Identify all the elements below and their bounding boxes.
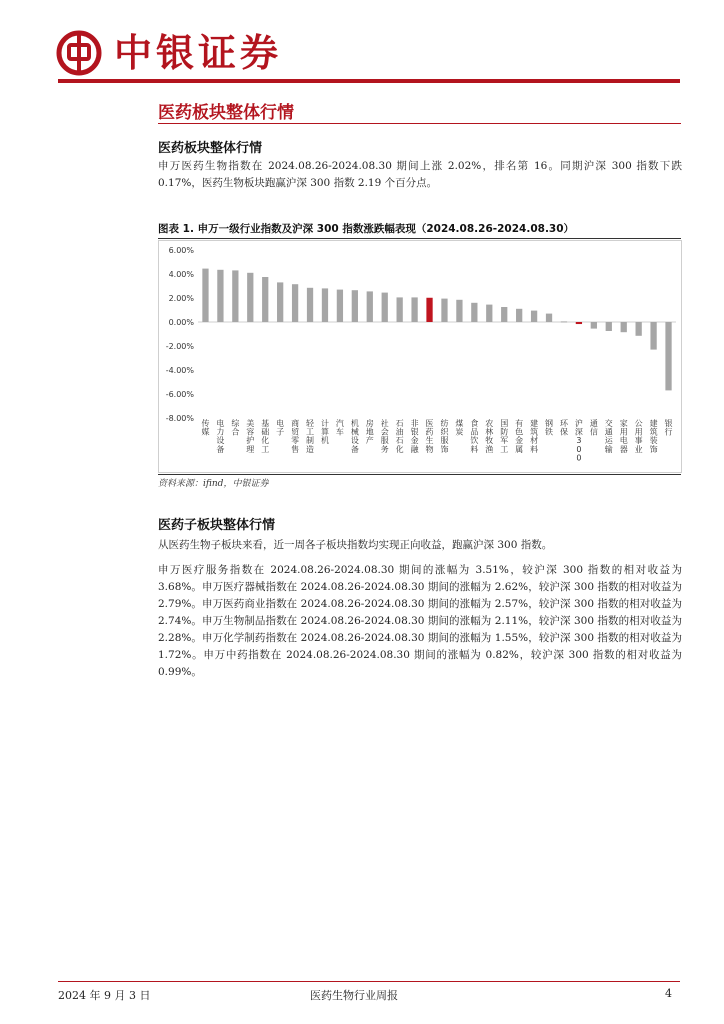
x-tick-label: 有色金属: [515, 419, 524, 454]
bar-社会服务: [382, 293, 388, 322]
x-tick-label: 煤炭: [455, 419, 464, 437]
bar-国防军工: [501, 307, 507, 322]
x-tick-label: 综合: [231, 419, 240, 437]
bar-传媒: [202, 269, 208, 322]
x-tick-label: 交通运输: [604, 419, 613, 454]
y-tick-label: 0.00%: [168, 318, 194, 327]
figure-bottom-rule: [158, 474, 681, 475]
industry-return-bar-chart: [158, 240, 682, 473]
bar-煤炭: [456, 300, 462, 322]
y-tick-label: 2.00%: [168, 294, 194, 303]
x-tick-label: 纺织服饰: [440, 419, 449, 454]
bar-计算机: [322, 288, 328, 322]
x-tick-label: 家用电器: [619, 419, 628, 454]
subsector-heading: 医药子板块整体行情: [158, 518, 276, 533]
bar-农林牧渔: [486, 305, 492, 322]
bar-钢铁: [546, 314, 552, 322]
x-tick-label: 电力设备: [216, 419, 225, 454]
x-tick-label: 美容护理: [246, 419, 255, 454]
x-tick-label: 食品饮料: [470, 419, 479, 454]
bar-汽车: [337, 290, 343, 322]
bar-房地产: [367, 291, 373, 322]
bar-非银金融: [411, 297, 417, 322]
bar-沪深300: [576, 322, 582, 324]
y-tick-label: -6.00%: [165, 390, 194, 399]
bar-石油石化: [397, 297, 403, 322]
bar-综合: [232, 270, 238, 322]
bar-建筑材料: [531, 311, 537, 322]
page-header: [0, 0, 724, 90]
y-tick-label: -2.00%: [165, 342, 194, 351]
footer-report-title: 医药生物行业周报: [310, 989, 398, 1002]
x-tick-label: 汽车: [335, 419, 344, 437]
y-tick-label: -8.00%: [165, 414, 194, 423]
x-tick-label: 机械设备: [350, 419, 359, 454]
x-tick-label: 公用事业: [634, 419, 643, 454]
brand-name: 中银证券: [114, 31, 283, 75]
x-tick-label: 医药生物: [425, 419, 434, 454]
bank-of-china-logo-icon: [56, 30, 102, 76]
x-tick-label: 通信: [589, 419, 598, 437]
x-tick-label: 建筑装饰: [649, 419, 658, 454]
x-tick-label: 电子: [276, 419, 285, 437]
x-tick-label: 银行: [664, 419, 673, 437]
figure-top-rule: [158, 238, 681, 239]
bar-交通运输: [606, 322, 612, 331]
x-tick-label: 传媒: [201, 419, 210, 437]
x-tick-label: 计算机: [320, 419, 329, 446]
bar-通信: [591, 322, 597, 329]
figure-caption: 图表 1. 申万一级行业指数及沪深 300 指数涨跌幅表现（2024.08.26-2024.08.30）: [158, 223, 575, 235]
section-title: 医药板块整体行情: [158, 103, 294, 123]
bar-商贸零售: [292, 284, 298, 322]
x-tick-label: 钢铁: [545, 419, 554, 437]
x-tick-label: 国防军工: [500, 419, 509, 454]
bar-家用电器: [621, 322, 627, 332]
x-tick-label: 商贸零售: [291, 419, 300, 454]
bar-公用事业: [636, 322, 642, 336]
bar-银行: [665, 322, 671, 390]
x-tick-label: 基础化工: [261, 419, 270, 454]
bar-电子: [277, 282, 283, 322]
x-tick-label: 房地产: [365, 419, 374, 446]
y-tick-label: 6.00%: [168, 246, 194, 255]
x-tick-label: 环保: [559, 419, 568, 437]
bar-医药生物: [426, 298, 432, 322]
bar-美容护理: [247, 273, 253, 322]
overview-heading: 医药板块整体行情: [158, 141, 263, 156]
bar-食品饮料: [471, 303, 477, 322]
x-tick-label: 非银金融: [410, 419, 419, 454]
bar-基础化工: [262, 277, 268, 322]
footer-divider: [58, 981, 680, 982]
subsector-detail: 申万医疗服务指数在 2024.08.26-2024.08.30 期间的涨幅为 3.51%，较沪深 300 指数的相对收益为 3.68%。申万医疗器械指数在 2024.08.26-2024.08.30 期间的涨幅为 2.62%，较沪深 300 指数的相对收益为 2.79%。申万医药商业指数在 2024.08.26-2024.08.30 期间的涨幅为 2.57%，较沪深 300 指数的相对收益为 2.74%。申万生物制品指数在 2024.08.26-2024.08.30 期间的涨幅为 2.11%，较沪深 300 指数的相对收益为 2.28%。申万化学制药指数在 2024.08.26-2024.08.30 期间的涨幅为 1.55%，较沪深 300 指数的相对收益为 1.72%。申万中药指数在 2024.08.26-2024.08.30 期间的涨幅为 0.82%，较沪深 300 指数的相对收益为 0.99%。: [158, 564, 682, 678]
bar-有色金属: [516, 309, 522, 322]
figure-source: 资料来源：ifind，中银证券: [158, 479, 269, 489]
bar-机械设备: [352, 290, 358, 322]
bar-纺织服饰: [441, 299, 447, 322]
x-tick-label: 社会服务: [380, 419, 389, 454]
bar-轻工制造: [307, 288, 313, 322]
y-tick-label: -4.00%: [165, 366, 194, 375]
page-number: 4: [665, 987, 672, 1000]
x-tick-label: 农林牧渔: [485, 419, 494, 454]
bar-建筑装饰: [650, 322, 656, 350]
footer-date: 2024 年 9 月 3 日: [58, 989, 151, 1002]
x-tick-label: 建筑材料: [530, 419, 539, 454]
x-tick-label: 沪深 3 0 0: [574, 419, 583, 463]
header-divider: [58, 79, 680, 83]
x-tick-label: 石油石化: [395, 419, 404, 454]
x-tick-label: 轻工制造: [306, 419, 315, 454]
y-tick-label: 4.00%: [168, 270, 194, 279]
overview-paragraph: 申万医药生物指数在 2024.08.26-2024.08.30 期间上涨 2.02%，排名第 16。同期沪深 300 指数下跌 0.17%，医药生物板块跑赢沪深 300 指数 2.19 个百分点。: [158, 160, 682, 189]
bar-电力设备: [217, 270, 223, 322]
subsector-intro: 从医药生物子板块来看，近一周各子板块指数均实现正向收益，跑赢沪深 300 指数。: [158, 539, 553, 551]
bar-环保: [561, 321, 567, 322]
section-divider: [158, 123, 681, 124]
